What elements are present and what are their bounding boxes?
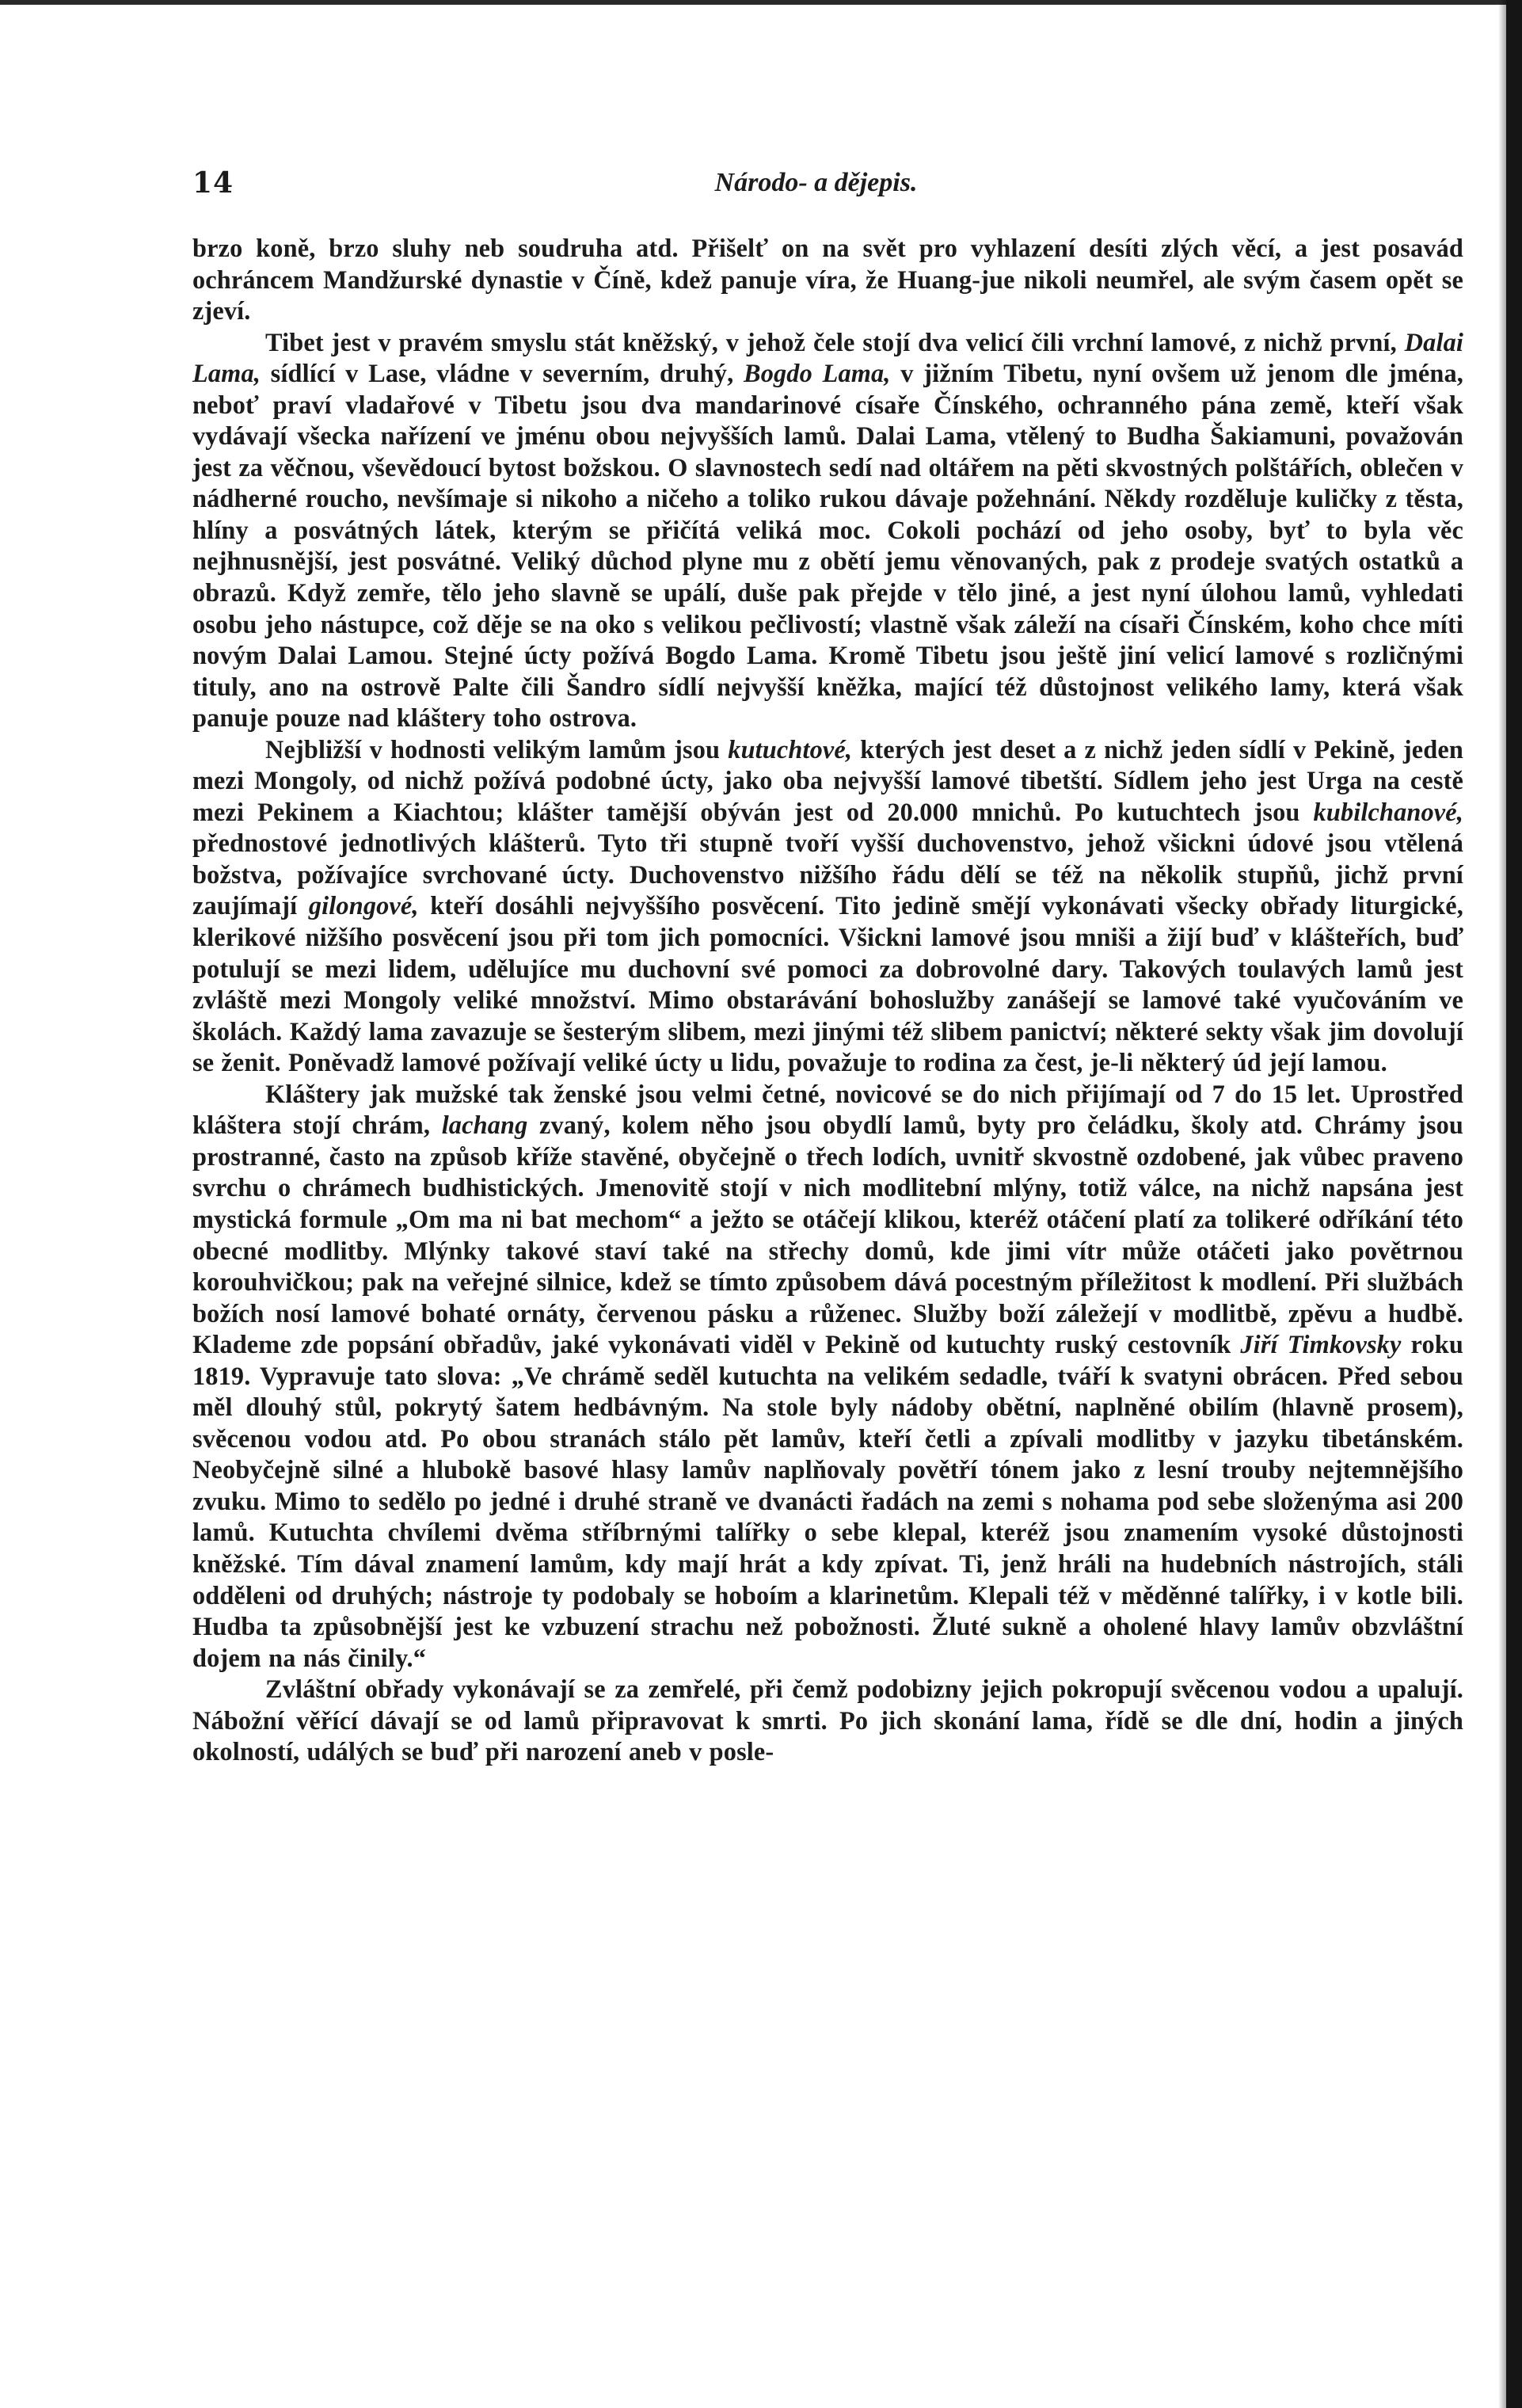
text-segment: sídlící v Lase, vládne v severním, druhý, — [260, 359, 744, 388]
text-segment: Kláštery jak mužské tak ženské jsou velmi četné, novicové se do nich přijímají od 7 do 15 let. Uprostřed kláštera stojí chrám, — [192, 1079, 1463, 1140]
page-top-edge — [0, 0, 1522, 5]
page-header — [192, 166, 1440, 206]
text-segment: brzo koně, brzo sluhy neb soudruha atd. Přišelť on na svět pro vyhlazení desíti zlých věcí, a jest posavád ochráncem Mandžurské dynastie v Číně, kdež panuje víra, že Huang-jue nikoli neumřel, ale svým časem opět se zjeví. — [192, 234, 1463, 326]
italic-term: lachang — [441, 1111, 528, 1140]
italic-term: Jiří Timkovsky — [1240, 1330, 1402, 1359]
paragraph-4 — [192, 1079, 1463, 1674]
italic-term: kubilchanové, — [1313, 797, 1463, 826]
text-segment: Tibet jest v pravém smyslu stát kněžský, v jehož čele stojí dva velicí čili vrchní lamové, z nichž první, — [265, 327, 1405, 356]
paragraph-3 — [192, 734, 1463, 1079]
italic-term: gilongové, — [308, 891, 419, 920]
text-segment: zvaný, kolem něho jsou obydlí lamů, byty pro čeládku, školy atd. Chrámy jsou prostranné, často na způsob kříže stavěné, obyčejně o třech lodích, uvnitř skvostně ozdobené, jak vůbec praveno svrchu o chrámech budhistických. Jmenovitě stojí v nich modlitební mlýny, totiž válce, na nichž napsána jest mystická formule „Om ma ni bat mechom“ a ježto se otáčejí klikou, kteréž otáčení platí za tolikeré odříkání této obecné modlitby. Mlýnky takové staví také na střechy domů, kde jimi vítr může otáčeti jako povětrnou korouhvičkou; pak na veřejné silnice, kdež se tímto způsobem dává pocestným příležitost k modlení. Při službách božích nosí lamové bohaté ornáty, červenou pásku a růženec. Služby boží záležejí v modlitbě, zpěvu a hudbě. Klademe zde popsání obřadův, jaké vykonávati viděl v Pekině od kutuchty ruský cestovník — [192, 1111, 1463, 1359]
page-edge-shadow — [1498, 0, 1506, 2408]
page-right-edge — [1506, 0, 1522, 2408]
italic-term: kutuchtové, — [728, 734, 853, 764]
running-head: Národo- a dějepis. — [714, 168, 918, 197]
text-segment: kterých jest deset a z nichž jeden sídlí v Pekině, jeden mezi Mongoly, od nichž požívá podobné úcty, jako oba nejvyšší lamové tibetští. Sídlem jeho jest Urga na cestě mezi Pekinem a Kiachtou; klášter tamější obýván jest od 20.000 mnichů. Po kutuchtech jsou — [192, 734, 1463, 826]
text-segment: kteří dosáhli nejvyššího posvěcení. Tito jedině smějí vykonávati všecky obřady liturgické, klerikové nižšího posvěcení jsou při tom jich pomocníci. Všickni lamové jsou mniši a žijí buď v klášteřích, buď potulují se mezi lidem, udělujíce mu duchovní své pomoci za dobrovolné dary. Takových toulavých lamů jest zvláště mezi Mongoly veliké množství. Mimo obstarávání bohoslužby zanášejí se lamové také vyučováním ve školách. Každý lama zavazuje se šesterým slibem, mezi jinými též slibem panictví; některé sekty však jim dovolují se ženit. Poněvadž lamové požívají veliké úcty u lidu, považuje to rodina za čest, je-li některý úd její lamou. — [192, 891, 1464, 1077]
italic-term: Dalai Lama, — [192, 327, 1463, 388]
italic-term: Bogdo Lama, — [744, 359, 891, 388]
text-segment: Nejbližší v hodnosti velikým lamům jsou — [265, 734, 729, 764]
paragraph-1 — [192, 233, 1463, 327]
body-text — [192, 233, 1463, 1768]
paragraph-2 — [192, 327, 1463, 734]
text-segment: přednostové jednotlivých klášterů. Tyto tři stupně tvoří vyšší duchovenstvo, jehož všickni údové jsou vtělená božstva, požívajíce svrchované úcty. Duchovenstvo nižšího řádu dělí se též na několik stupňů, jichž první zaujímají — [192, 829, 1463, 920]
text-segment: Zvláštní obřady vykonávají se za zemřelé, při čemž podobizny jejich pokropují svěcenou vodou a upalují. Nábožní věřící dávají se od lamů připravovat k smrti. Po jich skonání lama, řídě se dle dní, hodin a jiných okolností, událých se buď při narození aneb v posle- — [192, 1675, 1463, 1766]
text-segment: v jižním Tibetu, nyní ovšem už jenom dle jména, neboť praví vladařové v Tibetu jsou dva mandarinové císaře Čínského, ochranného pána země, kteří však vydávají všecka nařízení ve jménu obou nejvyšších lamů. Dalai Lama, vtělený to Budha Šakiamuni, považován jest za věčnou, vševědoucí bytost božskou. O slavnostech sedí nad oltářem na pěti skvostných polštářích, oblečen v nádherné roucho, nevšímaje si nikoho a ničeho a toliko rukou dávaje požehnání. Někdy rozděluje kuličky z těsta, hlíny a posvátných látek, kterým se přičítá veliká moc. Cokoli pochází od jeho osoby, byť to byla věc nejhnusnější, jest posvátné. Veliký důchod plyne mu z obětí jemu věnovaných, pak z prodeje svatých ostatků a obrazů. Když zemře, tělo jeho slavně se upálí, duše pak přejde v tělo jiné, a jest nyní úlohou lamů, vyhledati osobu jeho nástupce, což děje se na oko s velikou pečlivostí; vlastně však záleží na císaři Čínském, koho chce míti novým Dalai Lamou. Stejné úcty požívá Bogdo Lama. Kromě Tibetu jsou ještě jiní velicí lamové s rozličnými tituly, ano na ostrově Palte čili Šandro sídlí nejvyšší kněžka, mající též důstojnost velikého lamy, která však panuje pouze nad kláštery toho ostrova. — [192, 359, 1463, 733]
page-number: 14 — [192, 166, 234, 200]
paragraph-5 — [192, 1674, 1463, 1768]
text-segment: roku 1819. Vypravuje tato slova: „Ve chrámě seděl kutuchta na velikém sedadle, tváří k svatyni obrácen. Před sebou měl dlouhý stůl, pokrytý šatem hedbávným. Na stole byly nádoby obětní, naplněné obilím (hlavně prosem), svěcenou vodou atd. Po obou stranách stálo pět lamův, kteří četli a zpívali modlitby v jazyku tibetánském. Neobyčejně silné a hlubokě basové hlasy lamův naplňovaly povětří tónem jako z lesní trouby nejtemnějšího zvuku. Mimo to sedělo po jedné i druhé straně ve dvanácti řadách na zemi s nohama pod sebe složenýma asi 200 lamů. Kutuchta chvílemi dvěma stříbrnými talířky o sebe klepal, kteréž jsou znamením vysoké důstojnosti kněžské. Tím dával znamení lamům, kdy mají hrát a kdy zpívat. Ti, jenž hráli na hudebních nástrojích, stáli odděleni od druhých; nástroje ty podobaly se hoboím a klarinetům. Klepali též v měděnné talířky, i v kotle bili. Hudba ta způsobnější jest ke vzbuzení strachu než pobožnosti. Žluté sukně a oholené hlavy lamův obzvláštní dojem na nás činily.“ — [192, 1330, 1463, 1672]
